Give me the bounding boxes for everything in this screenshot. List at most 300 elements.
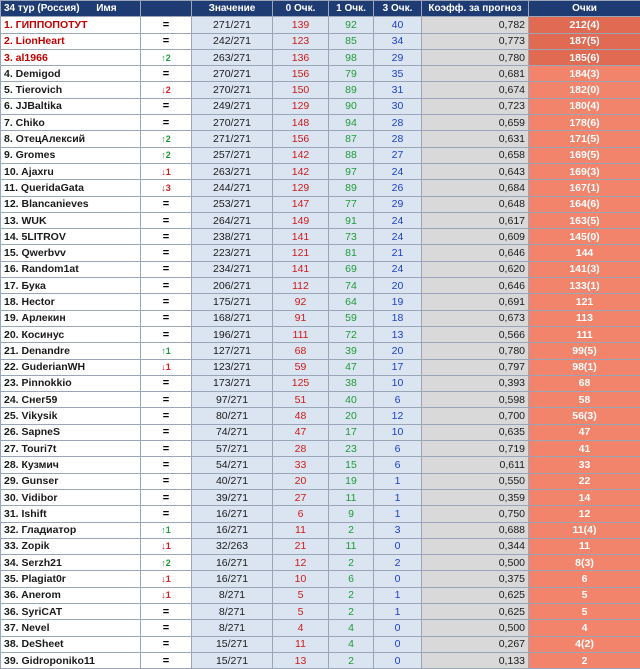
one-point-cell: 64 <box>329 294 374 310</box>
table-row <box>1 441 640 457</box>
table-row <box>1 522 640 538</box>
position-change: = <box>141 66 192 82</box>
player-name: 31. Ishift <box>1 506 141 522</box>
table-row <box>1 555 640 571</box>
position-change: ↓1 <box>141 538 192 554</box>
coefficient-cell: 0,617 <box>422 212 529 228</box>
position-change: = <box>141 408 192 424</box>
zero-points-cell: 13 <box>273 652 329 668</box>
player-name: 2. LionHeart <box>1 33 141 49</box>
table-row <box>1 343 640 359</box>
value-cell: 54/271 <box>192 457 273 473</box>
points-cell: 164(6) <box>529 196 640 212</box>
coefficient-cell: 0,625 <box>422 603 529 619</box>
coefficient-cell: 0,691 <box>422 294 529 310</box>
value-cell: 244/271 <box>192 180 273 196</box>
one-point-cell: 11 <box>329 538 374 554</box>
player-name: 12. Blancanieves <box>1 196 141 212</box>
value-cell: 264/271 <box>192 212 273 228</box>
position-change: = <box>141 441 192 457</box>
round-header: 34 тур (Россия) Имя <box>1 1 141 17</box>
value-cell: 206/271 <box>192 278 273 294</box>
player-name: 33. Zopik <box>1 538 141 554</box>
one-point-cell: 92 <box>329 17 374 33</box>
value-cell: 168/271 <box>192 310 273 326</box>
coefficient-cell: 0,359 <box>422 489 529 505</box>
zero-points-cell: 28 <box>273 441 329 457</box>
coefficient-cell: 0,344 <box>422 538 529 554</box>
table-row <box>1 82 640 98</box>
player-name: 29. Gunser <box>1 473 141 489</box>
points-cell: 111 <box>529 326 640 342</box>
points-cell: 163(5) <box>529 212 640 228</box>
table-row <box>1 196 640 212</box>
table-row <box>1 33 640 49</box>
three-points-cell: 21 <box>374 245 422 261</box>
points-cell: 11 <box>529 538 640 554</box>
three-points-cell: 6 <box>374 441 422 457</box>
one-point-cell: 40 <box>329 392 374 408</box>
table-row <box>1 278 640 294</box>
value-cell: 253/271 <box>192 196 273 212</box>
points-cell: 47 <box>529 424 640 440</box>
value-cell: 8/271 <box>192 587 273 603</box>
three-points-cell: 20 <box>374 343 422 359</box>
value-cell: 16/271 <box>192 522 273 538</box>
player-name: 8. ОтецАлексий <box>1 131 141 147</box>
three-points-cell: 1 <box>374 603 422 619</box>
three-points-cell: 24 <box>374 261 422 277</box>
one-point-cell: 69 <box>329 261 374 277</box>
one-point-cell: 9 <box>329 506 374 522</box>
position-change: = <box>141 212 192 228</box>
table-row <box>1 49 640 65</box>
three-points-header: 3 Очк. <box>374 1 422 17</box>
value-cell: 39/271 <box>192 489 273 505</box>
coefficient-cell: 0,681 <box>422 66 529 82</box>
table-row <box>1 310 640 326</box>
points-cell: 5 <box>529 587 640 603</box>
position-change: = <box>141 17 192 33</box>
one-point-cell: 90 <box>329 98 374 114</box>
table-row <box>1 571 640 587</box>
coefficient-cell: 0,133 <box>422 652 529 668</box>
zero-points-cell: 68 <box>273 343 329 359</box>
player-name: 5. Tierovich <box>1 82 141 98</box>
coefficient-cell: 0,500 <box>422 555 529 571</box>
table-row <box>1 457 640 473</box>
three-points-cell: 1 <box>374 587 422 603</box>
one-point-cell: 6 <box>329 571 374 587</box>
one-point-cell: 2 <box>329 522 374 538</box>
coefficient-cell: 0,646 <box>422 278 529 294</box>
coefficient-cell: 0,674 <box>422 82 529 98</box>
table-row <box>1 473 640 489</box>
three-points-cell: 0 <box>374 652 422 668</box>
position-change: = <box>141 326 192 342</box>
position-change: = <box>141 457 192 473</box>
value-cell: 32/263 <box>192 538 273 554</box>
zero-points-cell: 91 <box>273 310 329 326</box>
standings-body <box>1 17 640 669</box>
table-row <box>1 652 640 668</box>
value-cell: 175/271 <box>192 294 273 310</box>
value-cell: 57/271 <box>192 441 273 457</box>
three-points-cell: 27 <box>374 147 422 163</box>
points-cell: 167(1) <box>529 180 640 196</box>
position-change: ↑1 <box>141 522 192 538</box>
coefficient-cell: 0,673 <box>422 310 529 326</box>
zero-points-cell: 11 <box>273 636 329 652</box>
one-point-cell: 72 <box>329 326 374 342</box>
points-cell: 184(3) <box>529 66 640 82</box>
zero-points-cell: 21 <box>273 538 329 554</box>
points-cell: 33 <box>529 457 640 473</box>
zero-points-cell: 6 <box>273 506 329 522</box>
value-cell: 257/271 <box>192 147 273 163</box>
coefficient-cell: 0,393 <box>422 375 529 391</box>
value-cell: 270/271 <box>192 82 273 98</box>
player-name: 14. 5LITROV <box>1 229 141 245</box>
value-cell: 238/271 <box>192 229 273 245</box>
three-points-cell: 0 <box>374 571 422 587</box>
value-cell: 271/271 <box>192 17 273 33</box>
table-row <box>1 131 640 147</box>
three-points-cell: 1 <box>374 489 422 505</box>
zero-points-cell: 156 <box>273 131 329 147</box>
three-points-cell: 17 <box>374 359 422 375</box>
coefficient-cell: 0,609 <box>422 229 529 245</box>
zero-points-cell: 142 <box>273 147 329 163</box>
points-cell: 56(3) <box>529 408 640 424</box>
zero-points-cell: 59 <box>273 359 329 375</box>
table-row <box>1 603 640 619</box>
coefficient-cell: 0,550 <box>422 473 529 489</box>
points-cell: 141(3) <box>529 261 640 277</box>
position-change: ↓1 <box>141 163 192 179</box>
coefficient-cell: 0,659 <box>422 115 529 131</box>
three-points-cell: 6 <box>374 457 422 473</box>
points-cell: 4 <box>529 620 640 636</box>
player-name: 36. Anerom <box>1 587 141 603</box>
table-row <box>1 17 640 33</box>
zero-points-cell: 129 <box>273 98 329 114</box>
player-name: 16. Random1at <box>1 261 141 277</box>
zero-points-cell: 5 <box>273 603 329 619</box>
three-points-cell: 35 <box>374 66 422 82</box>
player-name: 3. al1966 <box>1 49 141 65</box>
table-row <box>1 375 640 391</box>
position-change: = <box>141 278 192 294</box>
one-point-cell: 89 <box>329 82 374 98</box>
position-change: ↓1 <box>141 571 192 587</box>
player-name: 24. Снег59 <box>1 392 141 408</box>
player-name: 7. Chiko <box>1 115 141 131</box>
table-row <box>1 506 640 522</box>
table-row <box>1 245 640 261</box>
coefficient-header: Коэфф. за прогноз <box>422 1 529 17</box>
zero-points-cell: 10 <box>273 571 329 587</box>
zero-points-cell: 27 <box>273 489 329 505</box>
value-cell: 271/271 <box>192 131 273 147</box>
value-cell: 249/271 <box>192 98 273 114</box>
coefficient-cell: 0,267 <box>422 636 529 652</box>
value-cell: 173/271 <box>192 375 273 391</box>
coefficient-cell: 0,658 <box>422 147 529 163</box>
points-cell: 99(5) <box>529 343 640 359</box>
points-cell: 8(3) <box>529 555 640 571</box>
points-cell: 98(1) <box>529 359 640 375</box>
zero-points-cell: 48 <box>273 408 329 424</box>
coefficient-cell: 0,375 <box>422 571 529 587</box>
coefficient-cell: 0,688 <box>422 522 529 538</box>
three-points-cell: 20 <box>374 278 422 294</box>
one-point-cell: 2 <box>329 603 374 619</box>
points-cell: 11(4) <box>529 522 640 538</box>
player-name: 38. DeSheet <box>1 636 141 652</box>
coefficient-cell: 0,625 <box>422 587 529 603</box>
position-change: ↓2 <box>141 82 192 98</box>
points-cell: 169(3) <box>529 163 640 179</box>
coefficient-cell: 0,797 <box>422 359 529 375</box>
position-change: = <box>141 245 192 261</box>
player-name: 30. Vidibor <box>1 489 141 505</box>
player-name: 20. Косинус <box>1 326 141 342</box>
zero-points-cell: 139 <box>273 17 329 33</box>
coefficient-cell: 0,648 <box>422 196 529 212</box>
three-points-cell: 6 <box>374 392 422 408</box>
coefficient-cell: 0,723 <box>422 98 529 114</box>
table-row <box>1 587 640 603</box>
position-change: ↑2 <box>141 555 192 571</box>
zero-points-cell: 11 <box>273 522 329 538</box>
coefficient-cell: 0,700 <box>422 408 529 424</box>
position-change: ↓1 <box>141 587 192 603</box>
points-cell: 185(6) <box>529 49 640 65</box>
points-cell: 113 <box>529 310 640 326</box>
value-cell: 234/271 <box>192 261 273 277</box>
player-name: 23. Pinnokkio <box>1 375 141 391</box>
position-change: ↑2 <box>141 147 192 163</box>
three-points-cell: 28 <box>374 115 422 131</box>
three-points-cell: 3 <box>374 522 422 538</box>
table-row <box>1 392 640 408</box>
player-name: 32. Гладиатор <box>1 522 141 538</box>
coefficient-cell: 0,773 <box>422 33 529 49</box>
coefficient-cell: 0,620 <box>422 261 529 277</box>
three-points-cell: 40 <box>374 17 422 33</box>
one-point-cell: 23 <box>329 441 374 457</box>
player-name: 15. Qwerbvv <box>1 245 141 261</box>
one-point-cell: 97 <box>329 163 374 179</box>
three-points-cell: 28 <box>374 131 422 147</box>
coefficient-cell: 0,635 <box>422 424 529 440</box>
three-points-cell: 30 <box>374 98 422 114</box>
points-cell: 187(5) <box>529 33 640 49</box>
zero-points-cell: 142 <box>273 163 329 179</box>
table-row <box>1 359 640 375</box>
value-cell: 15/271 <box>192 652 273 668</box>
position-change: ↑1 <box>141 343 192 359</box>
points-cell: 2 <box>529 652 640 668</box>
table-row <box>1 620 640 636</box>
table-row <box>1 147 640 163</box>
points-cell: 22 <box>529 473 640 489</box>
value-cell: 15/271 <box>192 636 273 652</box>
one-point-cell: 19 <box>329 473 374 489</box>
one-point-cell: 89 <box>329 180 374 196</box>
table-row <box>1 636 640 652</box>
one-point-cell: 87 <box>329 131 374 147</box>
coefficient-cell: 0,719 <box>422 441 529 457</box>
points-cell: 133(1) <box>529 278 640 294</box>
points-cell: 12 <box>529 506 640 522</box>
points-cell: 5 <box>529 603 640 619</box>
position-change: ↓3 <box>141 180 192 196</box>
zero-points-cell: 47 <box>273 424 329 440</box>
player-name: 36. SyriCAT <box>1 603 141 619</box>
position-change: = <box>141 33 192 49</box>
one-point-cell: 88 <box>329 147 374 163</box>
points-cell: 171(5) <box>529 131 640 147</box>
player-name: 1. ГИППОПОТУТ <box>1 17 141 33</box>
table-row <box>1 294 640 310</box>
one-point-cell: 85 <box>329 33 374 49</box>
position-change: = <box>141 636 192 652</box>
change-header <box>141 1 192 17</box>
one-point-cell: 77 <box>329 196 374 212</box>
player-name: 34. Serzh21 <box>1 555 141 571</box>
table-row <box>1 180 640 196</box>
player-name: 25. Vikysik <box>1 408 141 424</box>
player-name: 26. SapneS <box>1 424 141 440</box>
player-name: 39. Gidroponiko11 <box>1 652 141 668</box>
one-point-cell: 15 <box>329 457 374 473</box>
position-change: ↓1 <box>141 359 192 375</box>
position-change: = <box>141 196 192 212</box>
one-point-cell: 11 <box>329 489 374 505</box>
value-cell: 123/271 <box>192 359 273 375</box>
zero-points-cell: 136 <box>273 49 329 65</box>
zero-points-cell: 147 <box>273 196 329 212</box>
player-name: 35. Plagiat0r <box>1 571 141 587</box>
table-row <box>1 98 640 114</box>
coefficient-cell: 0,780 <box>422 49 529 65</box>
coefficient-cell: 0,646 <box>422 245 529 261</box>
three-points-cell: 29 <box>374 49 422 65</box>
name-header: Имя <box>96 3 116 14</box>
one-point-cell: 81 <box>329 245 374 261</box>
zero-points-cell: 129 <box>273 180 329 196</box>
zero-points-cell: 149 <box>273 212 329 228</box>
three-points-cell: 13 <box>374 326 422 342</box>
points-cell: 180(4) <box>529 98 640 114</box>
position-change: = <box>141 115 192 131</box>
zero-points-cell: 4 <box>273 620 329 636</box>
position-change: = <box>141 261 192 277</box>
points-cell: 212(4) <box>529 17 640 33</box>
three-points-cell: 2 <box>374 555 422 571</box>
zero-points-cell: 150 <box>273 82 329 98</box>
table-row <box>1 66 640 82</box>
points-cell: 145(0) <box>529 229 640 245</box>
zero-points-cell: 5 <box>273 587 329 603</box>
three-points-cell: 31 <box>374 82 422 98</box>
coefficient-cell: 0,566 <box>422 326 529 342</box>
table-row <box>1 408 640 424</box>
three-points-cell: 18 <box>374 310 422 326</box>
table-row <box>1 538 640 554</box>
one-point-cell: 73 <box>329 229 374 245</box>
zero-points-cell: 51 <box>273 392 329 408</box>
coefficient-cell: 0,780 <box>422 343 529 359</box>
one-point-cell: 2 <box>329 555 374 571</box>
value-cell: 40/271 <box>192 473 273 489</box>
three-points-cell: 1 <box>374 473 422 489</box>
value-cell: 8/271 <box>192 620 273 636</box>
position-change: ↑2 <box>141 131 192 147</box>
one-point-cell: 59 <box>329 310 374 326</box>
position-change: ↑2 <box>141 49 192 65</box>
position-change: = <box>141 473 192 489</box>
player-name: 10. Ajaxru <box>1 163 141 179</box>
position-change: = <box>141 506 192 522</box>
one-point-cell: 4 <box>329 636 374 652</box>
zero-points-cell: 92 <box>273 294 329 310</box>
one-point-cell: 94 <box>329 115 374 131</box>
position-change: = <box>141 310 192 326</box>
position-change: = <box>141 603 192 619</box>
value-header: Значение <box>192 1 273 17</box>
position-change: = <box>141 294 192 310</box>
points-cell: 121 <box>529 294 640 310</box>
zero-points-header: 0 Очк. <box>273 1 329 17</box>
table-row <box>1 489 640 505</box>
zero-points-cell: 123 <box>273 33 329 49</box>
zero-points-cell: 125 <box>273 375 329 391</box>
table-row <box>1 326 640 342</box>
position-change: = <box>141 620 192 636</box>
one-point-cell: 39 <box>329 343 374 359</box>
player-name: 9. Gromes <box>1 147 141 163</box>
one-point-cell: 98 <box>329 49 374 65</box>
position-change: = <box>141 489 192 505</box>
points-cell: 68 <box>529 375 640 391</box>
player-name: 37. Nevel <box>1 620 141 636</box>
player-name: 13. WUK <box>1 212 141 228</box>
coefficient-cell: 0,684 <box>422 180 529 196</box>
position-change: = <box>141 98 192 114</box>
points-cell: 58 <box>529 392 640 408</box>
zero-points-cell: 12 <box>273 555 329 571</box>
points-cell: 41 <box>529 441 640 457</box>
table-row <box>1 424 640 440</box>
three-points-cell: 24 <box>374 163 422 179</box>
three-points-cell: 24 <box>374 212 422 228</box>
zero-points-cell: 111 <box>273 326 329 342</box>
value-cell: 196/271 <box>192 326 273 342</box>
table-row <box>1 212 640 228</box>
three-points-cell: 12 <box>374 408 422 424</box>
one-point-cell: 2 <box>329 587 374 603</box>
table-row <box>1 229 640 245</box>
points-cell: 169(5) <box>529 147 640 163</box>
points-cell: 144 <box>529 245 640 261</box>
player-name: 11. QueridaGata <box>1 180 141 196</box>
player-name: 19. Арлекин <box>1 310 141 326</box>
zero-points-cell: 148 <box>273 115 329 131</box>
player-name: 4. Demigod <box>1 66 141 82</box>
